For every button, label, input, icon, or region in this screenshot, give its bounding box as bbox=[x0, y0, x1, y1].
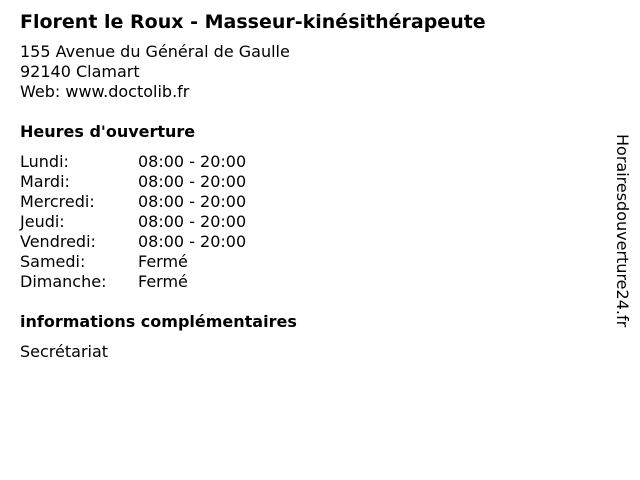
hours-row-wednesday bbox=[20, 192, 580, 212]
site-watermark: Horairesdouverture24.fr bbox=[613, 134, 632, 328]
hours-row-saturday bbox=[20, 252, 580, 272]
day-label: Jeudi: bbox=[20, 212, 65, 231]
hours-row-sunday bbox=[20, 272, 580, 292]
day-label: Mardi: bbox=[20, 172, 70, 191]
day-label: Mercredi: bbox=[20, 192, 95, 211]
time-value: 08:00 - 20:00 bbox=[138, 172, 247, 191]
day-label: Lundi: bbox=[20, 152, 69, 171]
day-label: Dimanche: bbox=[20, 272, 107, 291]
time-value: Fermé bbox=[138, 272, 188, 291]
address-city: 92140 Clamart bbox=[20, 62, 140, 81]
address-block bbox=[20, 42, 580, 102]
opening-hours-heading: Heures d'ouverture bbox=[20, 122, 196, 141]
hours-row-friday bbox=[20, 232, 580, 252]
additional-info-heading: informations complémentaires bbox=[20, 312, 297, 331]
website-text: Web: www.doctolib.fr bbox=[20, 82, 190, 101]
hours-row-monday bbox=[20, 152, 580, 172]
day-label: Vendredi: bbox=[20, 232, 96, 251]
time-value: 08:00 - 20:00 bbox=[138, 152, 247, 171]
time-value: 08:00 - 20:00 bbox=[138, 232, 247, 251]
page-title: Florent le Roux - Masseur-kinésithérapeute bbox=[20, 11, 486, 33]
address-street: 155 Avenue du Général de Gaulle bbox=[20, 42, 290, 61]
time-value: Fermé bbox=[138, 252, 188, 271]
listing-content bbox=[20, 10, 580, 362]
time-value: 08:00 - 20:00 bbox=[138, 192, 247, 211]
time-value: 08:00 - 20:00 bbox=[138, 212, 247, 231]
day-label: Samedi: bbox=[20, 252, 86, 271]
hours-row-thursday bbox=[20, 212, 580, 232]
opening-hours-table bbox=[20, 152, 580, 292]
hours-row-tuesday bbox=[20, 172, 580, 192]
additional-info-item: Secrétariat bbox=[20, 342, 109, 361]
